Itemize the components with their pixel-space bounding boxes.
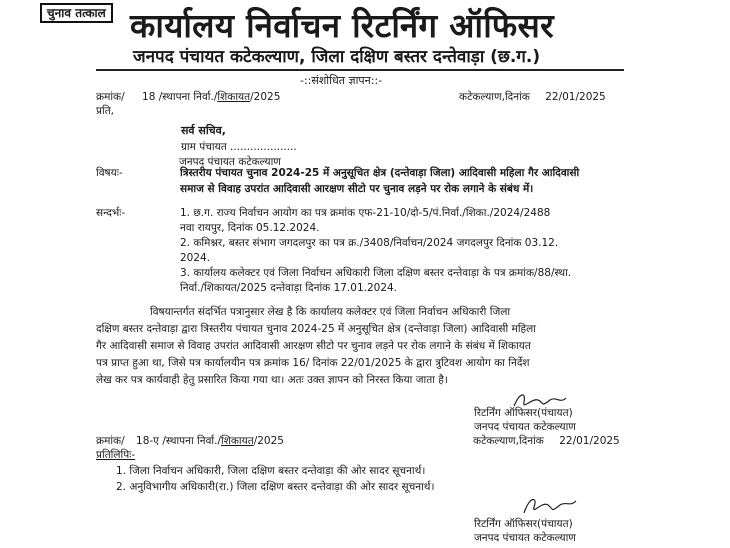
kramank-year: /2025 — [250, 91, 281, 103]
signature-1-office: जनपद पंचायत कटेकल्याण — [474, 421, 576, 433]
signature-2-title: रिटर्निंग ऑफिसर(पंचायत) — [474, 518, 573, 530]
letter-date: 22/01/2025 — [545, 91, 606, 103]
place-date-label: कटेकल्याण,दिनांक — [459, 91, 530, 103]
kramank-complaint: शिकायत — [221, 435, 254, 447]
kramank-section: /स्थापना निर्वा./ — [162, 435, 221, 447]
copy-line: 2. अनुविभागीय अधिकारी(रा.) जिला दक्षिण बस्तर दन्तेवाड़ा की ओर सादर सूचनार्थ। — [116, 481, 435, 493]
subject-line-1: त्रिस्तरीय पंचायत चुनाव 2024-25 में अनुसूचित क्षेत्र (दन्तेवाड़ा जिला) आदिवासी महिला गैर आदिवासी — [180, 167, 580, 179]
place-date-2 — [473, 434, 620, 448]
signature-2-office: जनपद पंचायत कटेकल्याण — [474, 532, 576, 544]
reference-line: 2. कमिश्नर, बस्तर संभाग जगदलपुर का पत्र क्र./3408/निर्वाचन/2024 जगदलपुर दिनांक 03.12. — [180, 237, 559, 249]
body-line: विषयान्तर्गत संदर्भित पत्रानुसार लेख है कि कार्यालय कलेक्टर एवं जिला निर्वाचन अधिकारी जिला — [150, 306, 511, 318]
body-line: गैर आदिवासी समाज से विवाह उपरांत आदिवासी आरक्षण सीटो पर चुनाव लड़ने पर रोक लगाने के संबंध में शिकायत — [96, 340, 531, 352]
header-rule — [96, 69, 624, 71]
body-line: दक्षिण बस्तर दन्तेवाड़ा द्वारा त्रिस्तरीय पंचायत चुनाव 2024-25 में अनुसूचित क्षेत्र (दन्तेवाड़ा जिला) आदिवासी महिला — [96, 323, 536, 335]
kramank-complaint: शिकायत — [217, 91, 251, 103]
reference-number-2 — [96, 434, 284, 448]
kramank-label: क्रमांक/ — [96, 91, 125, 103]
signature-1-title: रिटर्निंग ऑफिसर(पंचायत) — [474, 407, 573, 419]
subject-label: विषयः- — [96, 167, 123, 179]
copy-line: 1. जिला निर्वाचन अधिकारी, जिला दक्षिण बस्तर दन्तेवाड़ा की ओर सादर सूचनार्थ। — [116, 465, 426, 477]
kramank-number: 18-ए — [136, 435, 159, 447]
priority-stamp: चुनाव तत्काल — [40, 3, 113, 23]
notice-heading: -::संशोधित ज्ञापन::- — [300, 74, 383, 87]
reference-line: नवा रायपुर, दिनांक 05.12.2024. — [180, 222, 320, 234]
subject-line-2: समाज से विवाह उपरांत आदिवासी आरक्षण सीटो पर चुनाव लड़ने पर रोक लगाने के संबंध में। — [180, 183, 534, 195]
signature-2 — [518, 493, 578, 517]
kramank-section: /स्थापना निर्वा./ — [158, 91, 218, 103]
reference-line: 1. छ.ग. राज्य निर्वाचन आयोग का पत्र क्रमांक एफ-21-10/दो-5/पं.निर्वा./शिका./2024/2488 — [180, 207, 551, 219]
body-line: पत्र प्राप्त हुआ था, जिसे पत्र कार्यालयीन पत्र क्रमांक 16/ दिनांक 22/01/2025 के द्वारा त्रुटिवश आयोग का निर्देश — [96, 357, 530, 369]
office-subtitle: जनपद पंचायत कटेकल्याण, जिला दक्षिण बस्तर दन्तेवाड़ा (छ.ग.) — [133, 47, 541, 67]
office-title: कार्यालय निर्वाचन रिटर्निंग ऑफिसर — [130, 6, 554, 45]
prati-label: प्रति, — [96, 105, 115, 117]
reference-line: निर्वा./शिकायत/2025 दन्तेवाड़ा दिनांक 17.01.2024. — [180, 282, 398, 294]
kramank-year: /2025 — [253, 435, 284, 447]
kramank-number: 18 — [142, 91, 156, 103]
reference-line: 3. कार्यालय कलेक्टर एवं जिला निर्वाचन अधिकारी जिला दक्षिण बस्तर दन्तेवाड़ा के पत्र क्रमांक/88/स्था. — [180, 267, 572, 279]
references-label: सन्दर्भः- — [96, 207, 126, 219]
place-date-label: कटेकल्याण,दिनांक — [473, 435, 544, 447]
recipient-line-3: जनपद पंचायत कटेकल्याण — [179, 156, 281, 168]
reference-line: 2024. — [180, 252, 211, 264]
body-line: लेख कर पत्र कार्यवाही हेतु प्रसारित किया गया था। अतः उक्त ज्ञापन को निरस्त किया जाता है। — [96, 374, 448, 386]
letter-date: 22/01/2025 — [559, 435, 620, 447]
recipient-line-1: सर्व सचिव, — [181, 124, 226, 137]
pratilipi-label: प्रतिलिपिः- — [96, 449, 136, 461]
kramank-label: क्रमांक/ — [96, 435, 125, 447]
place-date — [459, 90, 606, 104]
reference-number — [96, 90, 280, 104]
recipient-line-2: ग्राम पंचायत .................... — [181, 141, 297, 153]
